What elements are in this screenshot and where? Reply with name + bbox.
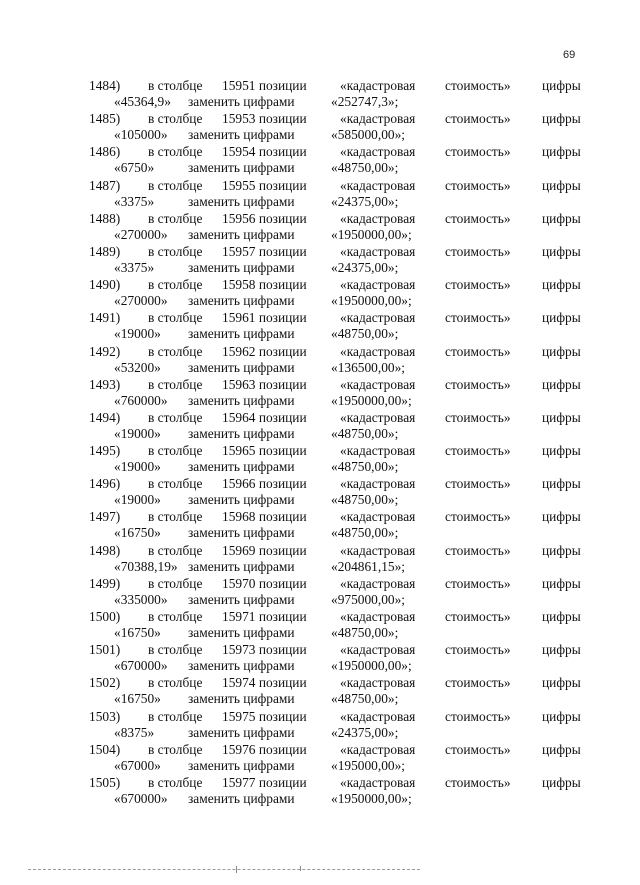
old-value: «45364,9» [114,94,171,109]
entry-number: 1493) [89,376,121,392]
position-number: 15968 позиции [222,509,307,525]
digits-word: цифры [542,210,581,226]
position-number: 15970 позиции [222,575,307,591]
replace-phrase: заменить цифрами [188,492,295,508]
digits-word: цифры [542,443,581,459]
cost-word: стоимость» [445,111,511,127]
attribute-name: «кадастровая [340,443,416,459]
digits-word: цифры [542,708,581,724]
amendment-entry [0,310,640,343]
column-word: в столбце [148,409,203,425]
replace-phrase: заменить цифрами [188,724,295,740]
attribute-name: «кадастровая [340,708,416,724]
cost-word: стоимость» [445,774,511,790]
amendment-entry [0,277,640,310]
replace-phrase: заменить цифрами [188,94,295,109]
position-number: 15966 позиции [222,476,307,492]
replace-phrase: заменить цифрами [188,691,295,707]
cost-word: стоимость» [445,177,511,193]
entry-number: 1488) [89,210,121,226]
amendment-entry [0,344,640,377]
digits-word: цифры [542,476,581,492]
replace-phrase: заменить цифрами [188,757,295,773]
attribute-name: «кадастровая [340,575,416,591]
replace-phrase: заменить цифрами [188,459,295,475]
position-number: 15957 позиции [222,243,307,259]
cost-word: стоимость» [445,575,511,591]
position-number: 15954 позиции [222,144,307,160]
old-value: «70388,19» [114,558,178,574]
new-value: «136500,00»; [331,359,406,375]
cost-word: стоимость» [445,376,511,392]
position-number: 15975 позиции [222,708,307,724]
entry-number: 1489) [89,243,121,259]
position-number: 15955 позиции [222,177,307,193]
position-number: 15953 позиции [222,111,307,127]
old-value: «19000» [114,459,161,475]
replace-phrase: заменить цифрами [188,127,295,143]
old-value: «19000» [114,425,161,441]
replace-phrase: заменить цифрами [188,326,295,342]
column-word: в столбце [148,144,203,160]
digits-word: цифры [542,774,581,790]
column-word: в столбце [148,774,203,790]
position-number: 15951 позиции [222,78,307,93]
cost-word: стоимость» [445,310,511,326]
new-value: «252747,3»; [331,94,399,109]
position-number: 15971 позиции [222,609,307,624]
new-value: «1950000,00»; [331,392,412,408]
cost-word: стоимость» [445,609,511,624]
column-word: в столбце [148,675,203,691]
new-value: «24375,00»; [331,724,399,740]
attribute-name: «кадастровая [340,642,416,658]
position-number: 15964 позиции [222,409,307,425]
digits-word: цифры [542,343,581,359]
amendment-entry [0,111,640,144]
entry-number: 1503) [89,708,121,724]
footer-rule-tick [236,866,237,873]
replace-phrase: заменить цифрами [188,525,295,541]
cost-word: стоимость» [445,78,511,93]
column-word: в столбце [148,243,203,259]
position-number: 15961 позиции [222,310,307,326]
amendment-entry [0,410,640,443]
old-value: «335000» [114,591,168,607]
replace-phrase: заменить цифрами [188,790,295,806]
amendment-entry [0,144,640,177]
digits-word: цифры [542,277,581,293]
attribute-name: «кадастровая [340,78,416,93]
old-value: «105000» [114,127,168,143]
digits-word: цифры [542,111,581,127]
column-word: в столбце [148,642,203,658]
column-word: в столбце [148,476,203,492]
entry-number: 1494) [89,409,121,425]
entry-number: 1505) [89,774,121,790]
old-value: «6750» [114,160,155,176]
digits-word: цифры [542,741,581,757]
replace-phrase: заменить цифрами [188,425,295,441]
entry-number: 1496) [89,476,121,492]
replace-phrase: заменить цифрами [188,591,295,607]
attribute-name: «кадастровая [340,741,416,757]
entry-number: 1486) [89,144,121,160]
new-value: «48750,00»; [331,160,399,176]
digits-word: цифры [542,310,581,326]
new-value: «48750,00»; [331,625,399,640]
old-value: «67000» [114,757,161,773]
digits-word: цифры [542,542,581,558]
amendment-entry [0,642,640,675]
cost-word: стоимость» [445,509,511,525]
attribute-name: «кадастровая [340,675,416,691]
attribute-name: «кадастровая [340,609,416,624]
cost-word: стоимость» [445,343,511,359]
footer-rule-tick [300,866,301,871]
old-value: «16750» [114,525,161,541]
old-value: «270000» [114,293,168,309]
amendment-entry [0,543,640,576]
amendment-entry [0,244,640,277]
attribute-name: «кадастровая [340,343,416,359]
attribute-name: «кадастровая [340,509,416,525]
entry-number: 1501) [89,642,121,658]
cost-word: стоимость» [445,243,511,259]
entry-number: 1487) [89,177,121,193]
cost-word: стоимость» [445,144,511,160]
amendment-entry [0,78,640,111]
cost-word: стоимость» [445,476,511,492]
attribute-name: «кадастровая [340,774,416,790]
replace-phrase: заменить цифрами [188,658,295,674]
amendment-entry [0,709,640,742]
entry-number: 1504) [89,741,121,757]
old-value: «760000» [114,392,168,408]
replace-phrase: заменить цифрами [188,193,295,209]
new-value: «1950000,00»; [331,293,412,309]
amendment-entry [0,178,640,211]
entry-number: 1485) [89,111,121,127]
new-value: «48750,00»; [331,425,399,441]
attribute-name: «кадастровая [340,277,416,293]
position-number: 15958 позиции [222,277,307,293]
entry-number: 1497) [89,509,121,525]
position-number: 15974 позиции [222,675,307,691]
old-value: «670000» [114,790,168,806]
replace-phrase: заменить цифрами [188,625,295,640]
amendment-entry [0,509,640,542]
replace-phrase: заменить цифрами [188,359,295,375]
entry-number: 1495) [89,443,121,459]
amendment-list [0,78,640,808]
entry-number: 1499) [89,575,121,591]
page-number: 69 [563,49,576,61]
amendment-entry [0,609,640,642]
replace-phrase: заменить цифрами [188,392,295,408]
amendment-entry [0,377,640,410]
replace-phrase: заменить цифрами [188,558,295,574]
new-value: «195000,00»; [331,757,406,773]
column-word: в столбце [148,210,203,226]
replace-phrase: заменить цифрами [188,259,295,275]
column-word: в столбце [148,376,203,392]
digits-word: цифры [542,642,581,658]
column-word: в столбце [148,575,203,591]
column-word: в столбце [148,509,203,525]
position-number: 15965 позиции [222,443,307,459]
old-value: «8375» [114,724,155,740]
attribute-name: «кадастровая [340,177,416,193]
amendment-entry [0,476,640,509]
column-word: в столбце [148,111,203,127]
amendment-entry [0,775,640,808]
attribute-name: «кадастровая [340,111,416,127]
new-value: «24375,00»; [331,193,399,209]
cost-word: стоимость» [445,409,511,425]
new-value: «48750,00»; [331,492,399,508]
cost-word: стоимость» [445,542,511,558]
cost-word: стоимость» [445,642,511,658]
attribute-name: «кадастровая [340,210,416,226]
new-value: «585000,00»; [331,127,406,143]
entry-number: 1498) [89,542,121,558]
column-word: в столбце [148,310,203,326]
replace-phrase: заменить цифрами [188,160,295,176]
attribute-name: «кадастровая [340,409,416,425]
column-word: в столбце [148,542,203,558]
cost-word: стоимость» [445,210,511,226]
digits-word: цифры [542,609,581,624]
entry-number: 1502) [89,675,121,691]
new-value: «48750,00»; [331,326,399,342]
attribute-name: «кадастровая [340,476,416,492]
old-value: «19000» [114,492,161,508]
new-value: «24375,00»; [331,259,399,275]
old-value: «19000» [114,326,161,342]
attribute-name: «кадастровая [340,243,416,259]
amendment-entry [0,576,640,609]
digits-word: цифры [542,177,581,193]
column-word: в столбце [148,741,203,757]
attribute-name: «кадастровая [340,144,416,160]
amendment-entry [0,675,640,708]
new-value: «48750,00»; [331,525,399,541]
old-value: «16750» [114,691,161,707]
digits-word: цифры [542,675,581,691]
position-number: 15969 позиции [222,542,307,558]
digits-word: цифры [542,376,581,392]
new-value: «48750,00»; [331,459,399,475]
position-number: 15976 позиции [222,741,307,757]
entry-number: 1490) [89,277,121,293]
digits-word: цифры [542,509,581,525]
new-value: «1950000,00»; [331,226,412,242]
position-number: 15977 позиции [222,774,307,790]
old-value: «3375» [114,259,155,275]
new-value: «975000,00»; [331,591,406,607]
cost-word: стоимость» [445,675,511,691]
entry-number: 1491) [89,310,121,326]
old-value: «270000» [114,226,168,242]
cost-word: стоимость» [445,708,511,724]
attribute-name: «кадастровая [340,542,416,558]
position-number: 15973 позиции [222,642,307,658]
attribute-name: «кадастровая [340,310,416,326]
new-value: «204861,15»; [331,558,406,574]
footer-rule [28,869,420,870]
position-number: 15963 позиции [222,376,307,392]
new-value: «1950000,00»; [331,790,412,806]
old-value: «16750» [114,625,161,640]
entry-number: 1500) [89,609,121,624]
entry-number: 1484) [89,78,121,93]
old-value: «3375» [114,193,155,209]
digits-word: цифры [542,78,581,93]
cost-word: стоимость» [445,277,511,293]
amendment-entry [0,211,640,244]
entry-number: 1492) [89,343,121,359]
new-value: «48750,00»; [331,691,399,707]
column-word: в столбце [148,177,203,193]
cost-word: стоимость» [445,443,511,459]
amendment-entry [0,443,640,476]
digits-word: цифры [542,243,581,259]
old-value: «670000» [114,658,168,674]
amendment-entry [0,742,640,775]
digits-word: цифры [542,409,581,425]
column-word: в столбце [148,78,203,93]
column-word: в столбце [148,609,203,624]
column-word: в столбце [148,443,203,459]
replace-phrase: заменить цифрами [188,226,295,242]
digits-word: цифры [542,144,581,160]
old-value: «53200» [114,359,161,375]
column-word: в столбце [148,343,203,359]
column-word: в столбце [148,708,203,724]
position-number: 15962 позиции [222,343,307,359]
new-value: «1950000,00»; [331,658,412,674]
cost-word: стоимость» [445,741,511,757]
position-number: 15956 позиции [222,210,307,226]
replace-phrase: заменить цифрами [188,293,295,309]
attribute-name: «кадастровая [340,376,416,392]
digits-word: цифры [542,575,581,591]
column-word: в столбце [148,277,203,293]
